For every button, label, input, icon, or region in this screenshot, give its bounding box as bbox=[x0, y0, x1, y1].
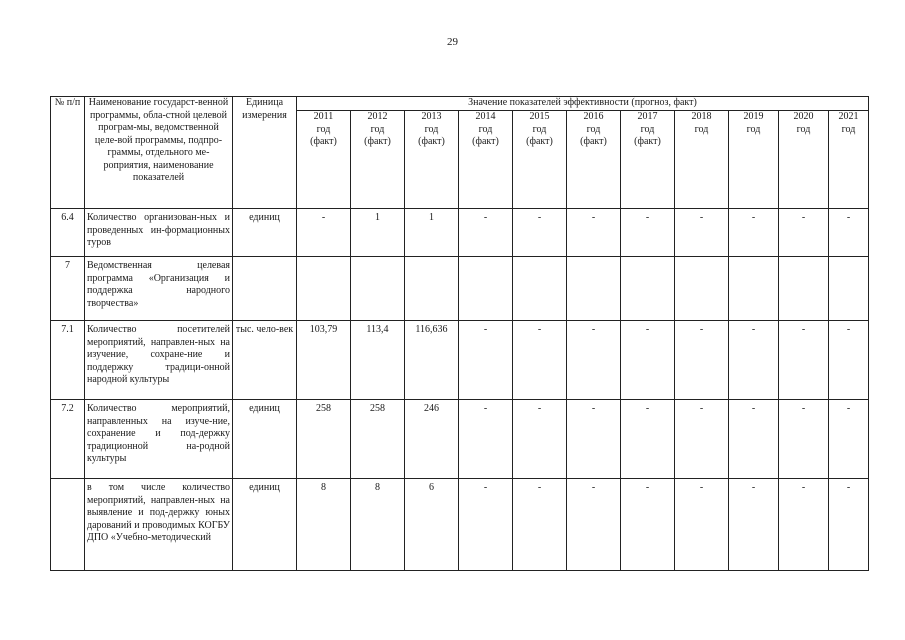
row-value bbox=[829, 257, 869, 321]
row-value: - bbox=[829, 400, 869, 479]
header-year: 2018 год bbox=[675, 111, 729, 209]
row-value: 116,636 bbox=[405, 321, 459, 400]
row-value: 8 bbox=[297, 479, 351, 571]
row-unit: единиц bbox=[233, 209, 297, 257]
row-value: - bbox=[675, 400, 729, 479]
row-unit bbox=[233, 257, 297, 321]
row-value bbox=[621, 257, 675, 321]
row-value bbox=[675, 257, 729, 321]
header-year: 2019 год bbox=[729, 111, 779, 209]
header-year: 2017 год (факт) bbox=[621, 111, 675, 209]
row-value: 113,4 bbox=[351, 321, 405, 400]
row-name: Ведомственная целевая программа «Организация и поддержка народного творчества» bbox=[85, 257, 233, 321]
row-value bbox=[459, 257, 513, 321]
row-value bbox=[297, 257, 351, 321]
row-value bbox=[729, 257, 779, 321]
indicators-table bbox=[50, 96, 869, 571]
row-value: - bbox=[459, 400, 513, 479]
header-group: Значение показателей эффективности (прогноз, факт) bbox=[297, 97, 869, 111]
row-num: 6.4 bbox=[51, 209, 85, 257]
row-value: - bbox=[829, 321, 869, 400]
row-value: 103,79 bbox=[297, 321, 351, 400]
row-name: Количество мероприятий, направленных на изуче-ние, сохранение и под-держку традиционной на-родной культуры bbox=[85, 400, 233, 479]
row-value: 246 bbox=[405, 400, 459, 479]
table-row bbox=[51, 479, 869, 571]
header-year: 2020 год bbox=[779, 111, 829, 209]
row-value: - bbox=[567, 321, 621, 400]
row-value: - bbox=[779, 400, 829, 479]
header-year: 2012 год (факт) bbox=[351, 111, 405, 209]
row-value: - bbox=[513, 321, 567, 400]
header-unit: Единица измерения bbox=[233, 97, 297, 209]
row-num: 7 bbox=[51, 257, 85, 321]
row-value: - bbox=[459, 479, 513, 571]
row-value bbox=[405, 257, 459, 321]
row-value bbox=[567, 257, 621, 321]
row-value: - bbox=[459, 321, 513, 400]
table-row bbox=[51, 257, 869, 321]
header-num: № п/п bbox=[51, 97, 85, 209]
row-value: - bbox=[459, 209, 513, 257]
table-row bbox=[51, 400, 869, 479]
row-value: - bbox=[567, 400, 621, 479]
row-value: - bbox=[513, 209, 567, 257]
row-value: - bbox=[567, 209, 621, 257]
table-row bbox=[51, 321, 869, 400]
row-value: - bbox=[829, 479, 869, 571]
row-value: 6 bbox=[405, 479, 459, 571]
row-value: - bbox=[621, 321, 675, 400]
page-number: 29 bbox=[447, 36, 458, 48]
header-year: 2013 год (факт) bbox=[405, 111, 459, 209]
row-num: 7.1 bbox=[51, 321, 85, 400]
row-value: - bbox=[729, 479, 779, 571]
row-value: - bbox=[829, 209, 869, 257]
header-year: 2015 год (факт) bbox=[513, 111, 567, 209]
row-value: 258 bbox=[351, 400, 405, 479]
row-num bbox=[51, 479, 85, 571]
row-num: 7.2 bbox=[51, 400, 85, 479]
row-value bbox=[779, 257, 829, 321]
row-value: - bbox=[779, 479, 829, 571]
table-row bbox=[51, 209, 869, 257]
row-value: - bbox=[567, 479, 621, 571]
row-value: - bbox=[729, 209, 779, 257]
row-unit: единиц bbox=[233, 479, 297, 571]
row-value: 1 bbox=[351, 209, 405, 257]
header-year: 2016 год (факт) bbox=[567, 111, 621, 209]
row-value: - bbox=[779, 209, 829, 257]
row-unit: тыс. чело-век bbox=[233, 321, 297, 400]
row-value: 8 bbox=[351, 479, 405, 571]
row-unit: единиц bbox=[233, 400, 297, 479]
header-name: Наименование государст-венной программы, обла-стной целевой програм-мы, ведомственной целе-вой программы, подпро-граммы, отдельного ме-роприятия, наименование показателей bbox=[85, 97, 233, 209]
row-value: - bbox=[779, 321, 829, 400]
row-value: - bbox=[729, 400, 779, 479]
row-value: - bbox=[513, 479, 567, 571]
row-value: 258 bbox=[297, 400, 351, 479]
row-value: - bbox=[513, 400, 567, 479]
row-value: - bbox=[297, 209, 351, 257]
row-value: 1 bbox=[405, 209, 459, 257]
row-value: - bbox=[675, 209, 729, 257]
row-value: - bbox=[675, 321, 729, 400]
row-value: - bbox=[621, 209, 675, 257]
row-name: Количество организован-ных и проведенных ин-формационных туров bbox=[85, 209, 233, 257]
header-year: 2021 год bbox=[829, 111, 869, 209]
row-value: - bbox=[675, 479, 729, 571]
row-value bbox=[351, 257, 405, 321]
row-name: Количество посетителей мероприятий, направлен-ных на изучение, сохране-ние и поддержку традици-онной народной культуры bbox=[85, 321, 233, 400]
row-value: - bbox=[621, 400, 675, 479]
header-year: 2011 год (факт) bbox=[297, 111, 351, 209]
row-name: в том числе количество мероприятий, направлен-ных на выявление и под-держку юных дарований и проводимых КОГБУ ДПО «Учебно-методический bbox=[85, 479, 233, 571]
header-year: 2014 год (факт) bbox=[459, 111, 513, 209]
row-value: - bbox=[621, 479, 675, 571]
row-value: - bbox=[729, 321, 779, 400]
row-value bbox=[513, 257, 567, 321]
